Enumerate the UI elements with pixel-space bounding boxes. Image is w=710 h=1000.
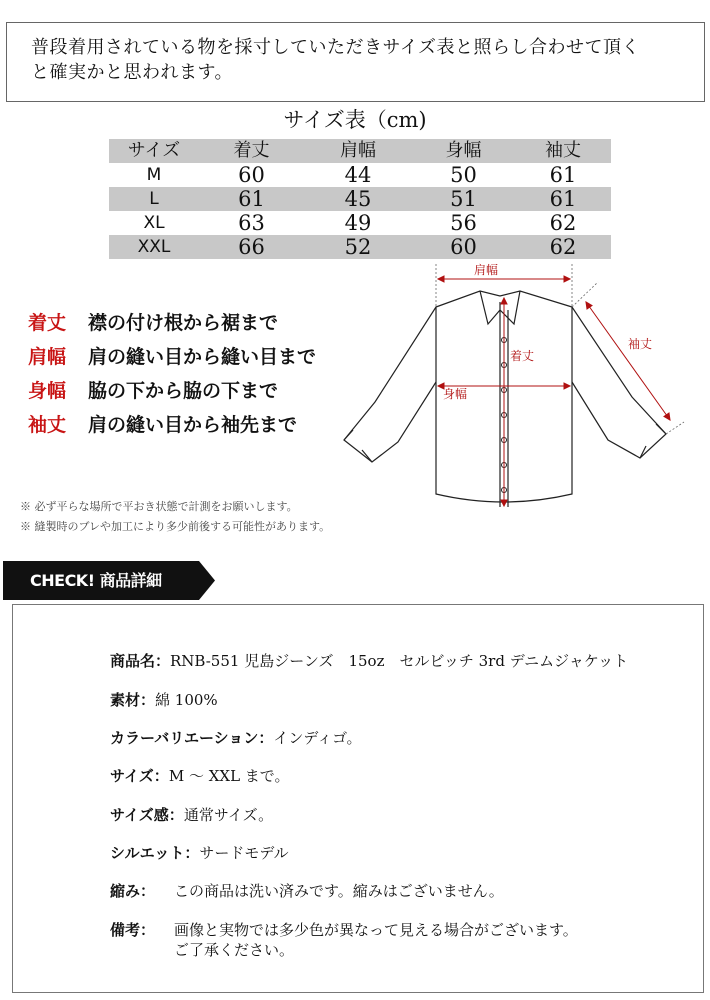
cell-shoulder: 45 — [344, 187, 372, 211]
cell-size: XXL — [137, 237, 171, 257]
measurement-legend — [28, 308, 316, 444]
detail-label: 商品名： — [110, 652, 171, 670]
cell-chest: 50 — [450, 163, 477, 187]
cell-chest: 51 — [450, 187, 477, 211]
detail-value: 画像と実物では多少色が異なって見える場合がございます。 — [174, 921, 578, 939]
length-dimension-label: 着丈 — [510, 349, 535, 363]
cell-shoulder: 52 — [344, 235, 372, 259]
cell-sleeve: 62 — [549, 211, 577, 235]
cell-sleeve: 62 — [549, 235, 577, 259]
detail-fit — [110, 805, 273, 825]
detail-value: 綿 100% — [155, 691, 218, 709]
shirt-outline — [344, 291, 666, 507]
header-shoulder: 肩幅 — [340, 140, 376, 161]
cell-length: 61 — [238, 187, 265, 211]
legend-item-length — [28, 308, 316, 342]
sleeve-dimension-label: 袖丈 — [628, 337, 653, 351]
detail-remarks — [110, 920, 578, 960]
cell-size: XL — [143, 213, 165, 233]
detail-value: この商品は洗い済みです。縮みはございません。 — [174, 882, 504, 900]
legend-term: 肩幅 — [28, 346, 67, 368]
table-row — [109, 163, 611, 187]
table-row — [109, 187, 611, 211]
table-row — [109, 211, 611, 235]
detail-silhouette — [110, 843, 289, 863]
detail-color — [110, 728, 362, 748]
detail-value: M ～ XXL まで。 — [168, 767, 290, 785]
detail-label: サイズ感： — [110, 806, 184, 824]
legend-desc: 脇の下から脇の下まで — [88, 380, 279, 402]
cell-length: 63 — [238, 211, 265, 235]
detail-label: カラーバリエーション： — [110, 729, 274, 747]
chest-dimension-label: 身幅 — [443, 387, 468, 401]
legend-item-sleeve — [28, 410, 316, 444]
header-size: サイズ — [127, 140, 181, 161]
size-table-header — [109, 139, 611, 163]
detail-size — [110, 766, 290, 786]
detail-label: 素材： — [110, 691, 156, 709]
header-sleeve: 袖丈 — [545, 140, 581, 161]
table-row — [109, 235, 611, 259]
note-line: ※ 縫製時のブレや加工により多少前後する可能性があります。 — [20, 520, 331, 533]
dimension-arrows — [438, 276, 670, 506]
detail-value-continued: ご了承ください。 — [174, 941, 295, 959]
shoulder-dimension-label: 肩幅 — [474, 263, 499, 277]
cell-shoulder: 49 — [344, 211, 372, 235]
cell-shoulder: 44 — [344, 163, 372, 187]
detail-value: サードモデル — [199, 844, 289, 862]
detail-material — [110, 690, 218, 710]
cell-chest: 56 — [450, 211, 477, 235]
size-table — [109, 139, 611, 259]
detail-value: RNB-551 児島ジーンズ 15oz セルビッチ 3rd デニムジャケット — [170, 652, 629, 670]
cell-sleeve: 61 — [549, 187, 577, 211]
shirt-diagram — [340, 262, 690, 514]
detail-label: 縮み： — [110, 882, 156, 900]
intro-line-2: と確実かと思われます。 — [31, 62, 234, 83]
intro-line-1: 普段着用されている物を採寸していただきサイズ表と照らし合わせて頂く — [31, 37, 641, 58]
note-line: ※ 必ず平らな場所で平おき状態で計測をお願いします。 — [20, 500, 298, 513]
legend-desc: 肩の縫い目から袖先まで — [88, 414, 298, 436]
cell-length: 66 — [238, 235, 265, 259]
cell-size: L — [149, 189, 159, 209]
detail-label: サイズ： — [110, 767, 169, 785]
measurement-notes — [20, 497, 330, 537]
size-chart-title: サイズ表（cm) — [283, 108, 427, 132]
check-banner-label: CHECK! 商品詳細 — [30, 571, 162, 590]
detail-label: シルエット： — [110, 844, 200, 862]
legend-desc: 襟の付け根から裾まで — [88, 312, 279, 334]
cell-size: M — [146, 165, 162, 185]
detail-label: 備考： — [110, 921, 156, 939]
intro-box — [6, 22, 705, 102]
legend-item-chest — [28, 376, 316, 410]
header-length: 着丈 — [233, 140, 270, 161]
detail-value: 通常サイズ。 — [183, 806, 274, 824]
legend-item-shoulder — [28, 342, 316, 376]
legend-term: 着丈 — [28, 312, 67, 334]
cell-length: 60 — [238, 163, 265, 187]
detail-value: インディゴ。 — [273, 729, 362, 747]
detail-value-group — [174, 920, 578, 960]
cell-sleeve: 61 — [549, 163, 577, 187]
detail-product-name — [110, 651, 628, 671]
legend-term: 身幅 — [28, 380, 67, 402]
header-chest: 身幅 — [445, 140, 482, 161]
cell-chest: 60 — [450, 235, 477, 259]
legend-desc: 肩の縫い目から縫い目まで — [88, 346, 317, 368]
detail-shrinkage — [110, 881, 504, 901]
legend-term: 袖丈 — [28, 414, 67, 436]
